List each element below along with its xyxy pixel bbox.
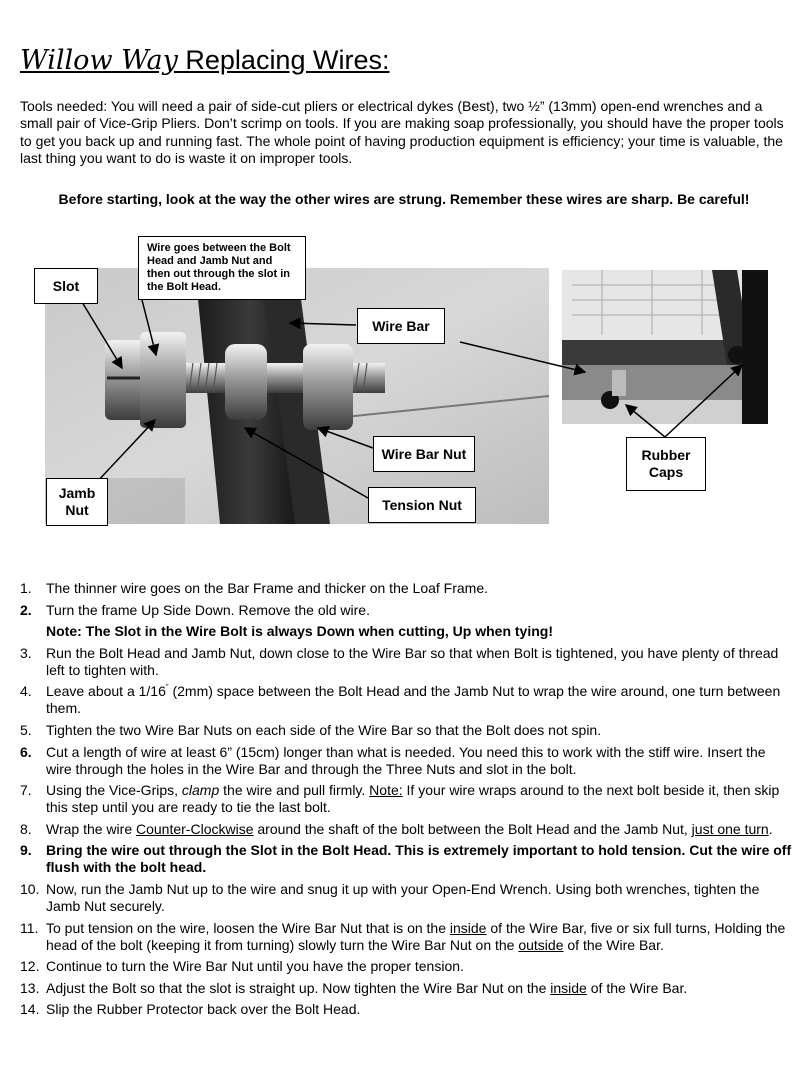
step-text: The thinner wire goes on the Bar Frame and thicker on the Loaf Frame. [46, 580, 489, 596]
step-underline-1: Counter-Clockwise [136, 820, 254, 837]
step-item [20, 842, 792, 876]
step-number: 3. [20, 644, 32, 661]
step-text-b: (2mm) space between the Bolt Head and the Jamb Nut to wrap the wire around, one turn between them. [46, 683, 781, 717]
step-text-c: If your wire wraps around to the next bolt beside it, then skip this step until you are ready to tie the last bolt. [46, 782, 780, 816]
step-text-b: of the Wire Bar. [586, 979, 688, 996]
callout-rubber-caps-line2: Caps [648, 464, 684, 480]
step-text: Now, run the Jamb Nut up to the wire and snug it up with your Open-End Wrench. Using both wrenches, tighten the Jamb Nut securely. [46, 880, 760, 914]
step-text: Continue to turn the Wire Bar Nut until you have the proper tension. [46, 958, 464, 975]
safety-warning: Before starting, look at the way the other wires are strung. Remember these wires are sharp. Be careful! [58, 191, 750, 207]
callout-jamb-nut [46, 478, 108, 526]
callout-slot: Slot [34, 268, 98, 304]
step-underline: inside [550, 979, 587, 996]
step-number: 4. [20, 683, 32, 700]
step-item [20, 821, 792, 838]
step-item [20, 744, 792, 778]
callout-jamb-nut-line2: Nut [65, 502, 89, 518]
inch-mark: ” [165, 683, 169, 693]
callout-wire-path: Wire goes between the Bolt Head and Jamb Nut and then out through the slot in the Bolt Head. [138, 236, 306, 300]
bolt-assembly-photo [45, 268, 549, 524]
step-text-b: the wire and pull firmly. [219, 782, 370, 799]
step-item [20, 782, 792, 816]
step-underline: Note: [369, 782, 403, 799]
step-number: 2. [20, 601, 32, 618]
step-number: 9. [20, 842, 32, 859]
step-number: 13. [20, 979, 40, 996]
step-item [20, 920, 792, 954]
callout-wire-bar-nut: Wire Bar Nut [373, 436, 475, 472]
step-item [20, 683, 792, 717]
step-number: 14. [20, 1001, 40, 1018]
step-item [20, 1001, 792, 1018]
step-item [20, 958, 792, 975]
step-number: 6. [20, 743, 32, 760]
step-text-b: around the shaft of the bolt between the Bolt Head and the Jamb Nut, [253, 820, 692, 837]
step-number: 7. [20, 782, 32, 799]
callout-jamb-nut-line1: Jamb [58, 485, 96, 501]
instruction-steps [20, 580, 792, 1023]
step-item [20, 580, 792, 597]
step-text-a: Wrap the wire [46, 820, 136, 837]
step-number: 1. [20, 580, 32, 596]
step-item [20, 881, 792, 915]
title-text: Replacing Wires: [177, 45, 390, 75]
step-item [20, 722, 792, 739]
step-number: 10. [20, 880, 40, 897]
step-item [20, 602, 792, 619]
step-underline-2: just one turn [691, 820, 769, 837]
page-title [20, 44, 389, 77]
callout-wire-bar: Wire Bar [357, 308, 445, 344]
callout-rubber-caps-line1: Rubber [641, 447, 691, 463]
step-note: Note: The Slot in the Wire Bolt is always Down when cutting, Up when tying! [46, 623, 554, 640]
step-item [20, 645, 792, 679]
step-underline-2: outside [518, 936, 564, 953]
intro-paragraph: Tools needed: You will need a pair of side-cut pliers or electrical dykes (Best), two ½” (13mm) open-end wrenches and a small pair of Vice-Grip Pliers. Don’t scrimp on tools. If you are making soap professionally, you should have the proper tools to get you back up and running fast. The whole point of having production equipment is efficiency; your time is valuable, the last thing you want to do is waste it on improper tools. [20, 98, 784, 167]
step-text-a: Using the Vice-Grips, [46, 782, 182, 799]
step-text: Run the Bolt Head and Jamb Nut, down close to the Wire Bar so that when Bolt is tightened, you have plenty of thread left to tighten with. [46, 644, 779, 678]
step-number: 8. [20, 820, 32, 837]
step-number: 11. [20, 919, 39, 936]
step-text: Bring the wire out through the Slot in the Bolt Head. This is extremely important to hold tension. Cut the wire off flush with the bolt head. [46, 842, 792, 876]
step-text: Tighten the two Wire Bar Nuts on each side of the Wire Bar so that the Bolt does not spin. [46, 721, 602, 738]
step-number: 12. [20, 958, 40, 975]
step-text-b: of the Wire Bar, five or six full turns, Holding the head of the bolt (keeping it from turning) slowly turn the Wire Bar Nut on the [46, 919, 786, 953]
step-text: Slip the Rubber Protector back over the Bolt Head. [46, 1001, 361, 1018]
step-text-a: Adjust the Bolt so that the slot is straight up. Now tighten the Wire Bar Nut on the [46, 979, 551, 996]
callout-rubber-caps [626, 437, 706, 491]
callout-tension-nut: Tension Nut [368, 487, 476, 523]
step-text-c: of the Wire Bar. [563, 936, 664, 953]
frame-rubber-caps-photo [562, 270, 768, 424]
step-text-a: To put tension on the wire, loosen the Wire Bar Nut that is on the [46, 919, 450, 936]
step-text: Turn the frame Up Side Down. Remove the old wire. [46, 601, 370, 618]
step-number: 5. [20, 721, 32, 738]
step-underline-1: inside [449, 919, 487, 936]
step-text-a: Leave about a 1/16 [46, 683, 166, 700]
step-text-c: . [768, 820, 773, 837]
brand-name: Willow Way [20, 45, 178, 76]
step-item [20, 980, 792, 997]
step-emphasis: clamp [181, 782, 220, 799]
step-text: Cut a length of wire at least 6” (15cm) longer than what is needed. You need this to work with the stiff wire. Insert the wire through the holes in the Wire Bar and through the Three Nuts and slot in the bolt. [46, 743, 766, 777]
